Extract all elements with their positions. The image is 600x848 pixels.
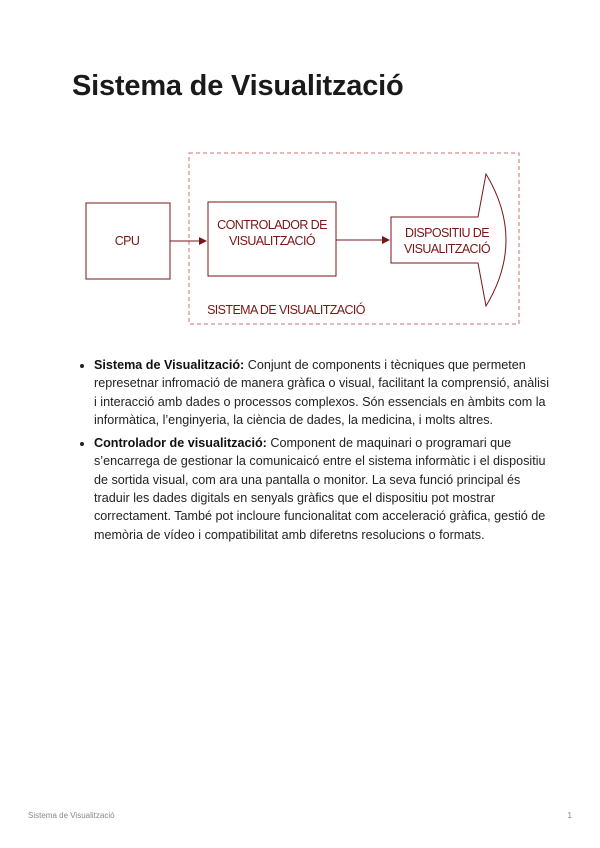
definition-controlador: Component de maquinari o programari que s’encarrega de gestionar la comunicaicó entre el sistema informàtic i el dispositiu de sortida visual, com ara una pantalla o monitor. La seva funció principal és traduir les dades digitals en senyals gràfics que el dispositiu pot mostrar correctament. També pot incloure funcionalitat com acceleració gràfica, gestió de memòria de vídeo i compatibilitat amb diferetns resolucions o formats. — [94, 436, 546, 542]
system-label: SISTEMA DE VISUALITZACIÓ — [207, 303, 365, 317]
definition-sistema: Conjunt de components i tècniques que permeten represetnar infromació de manera gràfica o visual, facilitant la comprensió, anàlisi i interacció amb dades o processos complexos. Són essencials en àmbits com la informàtica, l’enginyeria, la ciència de dades, la medicina, i molts altres. — [94, 358, 549, 427]
display-device-shape — [391, 174, 506, 306]
controller-label-line1: CONTROLADOR DE — [217, 218, 327, 232]
cpu-label: CPU — [114, 234, 140, 248]
cpu-box — [86, 203, 170, 279]
controller-label-line2: VISUALITZACIÓ — [229, 234, 315, 248]
controller-box — [208, 202, 336, 276]
device-label-line2: VISUALITZACIÓ — [404, 242, 490, 256]
page-title: Sistema de Visualització — [72, 70, 404, 102]
list-item — [94, 434, 549, 544]
term-sistema: Sistema de Visualització: — [94, 358, 245, 372]
footer-title: Sistema de Visualització — [28, 811, 115, 820]
term-controlador: Controlador de visualització: — [94, 436, 267, 451]
definitions-list — [78, 356, 549, 549]
device-label-line1: DISPOSITIU DE — [405, 226, 489, 240]
list-item — [94, 356, 549, 429]
system-boundary — [189, 153, 519, 324]
page-number: 1 — [567, 811, 572, 820]
